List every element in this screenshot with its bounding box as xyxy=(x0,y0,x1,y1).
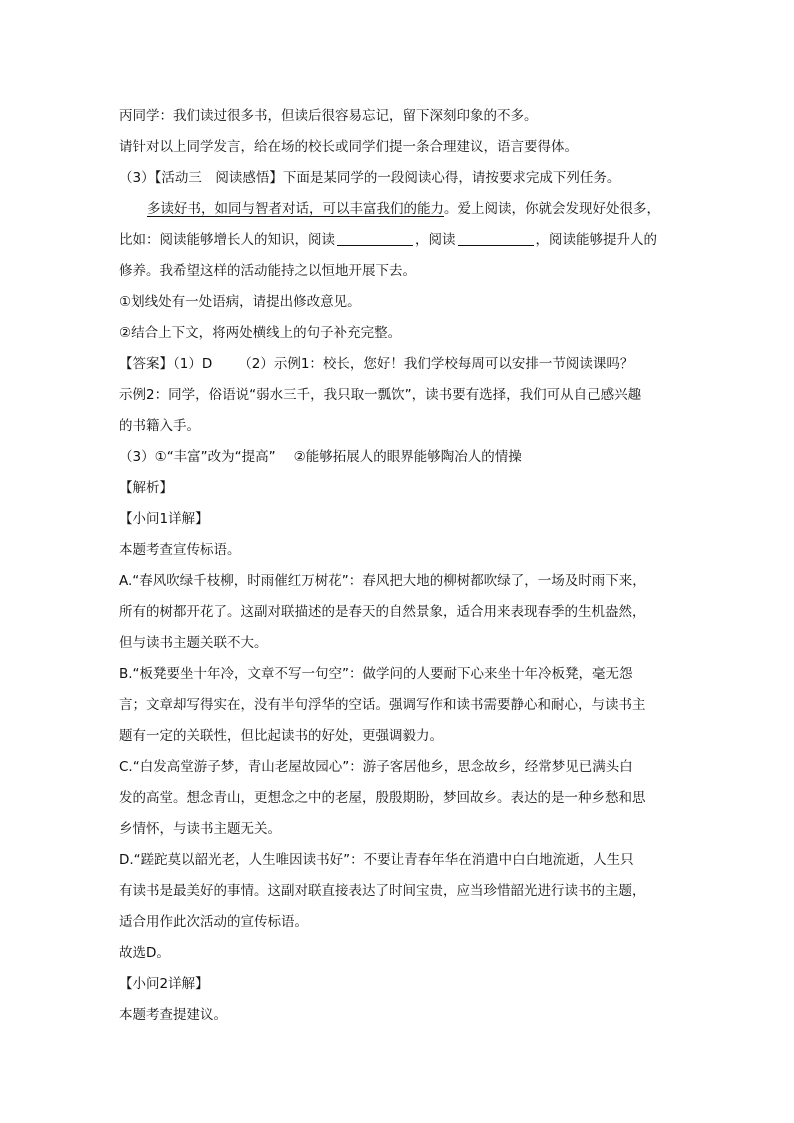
document-body xyxy=(119,101,675,1031)
text-line: 的书籍入手。 xyxy=(119,418,200,434)
task-item-1: ①划线处有一处语病，请提出修改意见。 xyxy=(119,294,361,310)
text-line: 题有一定的关联性，但比起读书的好处，更强调毅力。 xyxy=(119,728,443,744)
text-span: （3）①“丰富”改为“提高” xyxy=(119,449,276,465)
option-b-line: B.“板凳要坐十年冷，文章不写一句空”：做学问的人要耐下心来坐十年冷板凳，毫无怨 xyxy=(119,666,633,682)
text-line: 适合用作此次活动的宣传标语。 xyxy=(119,914,308,930)
text-line: 有读书是最美好的事情。这副对联直接表达了时间宝贵，应当珍惜韶光进行读书的主题， xyxy=(119,883,646,899)
text-line: 丙同学：我们读过很多书，但读后很容易忘记，留下深刻印象的不多。 xyxy=(119,108,538,124)
answer-part-3 xyxy=(119,442,675,473)
fill-blank-1 xyxy=(337,231,413,246)
fill-blank-2 xyxy=(458,231,534,246)
answer-part-1: 【答案】（1）D xyxy=(119,356,213,372)
text-line: 发的高堂。想念青山，更想念之中的老屋，殷殷期盼，梦回故乡。表达的是一种乡愁和思 xyxy=(119,790,646,806)
option-c-line: C.“白发高堂游子梦，青山老屋故园心”：游子客居他乡，思念故乡，经常梦见已满头白 xyxy=(119,759,633,775)
task-item-2: ②结合上下文，将两处横线上的句子补充完整。 xyxy=(119,325,402,341)
text-span: ，阅读能够提升人的 xyxy=(535,232,657,248)
subquestion-1-heading: 【小问1详解】 xyxy=(119,511,209,527)
analysis-heading: 【解析】 xyxy=(119,480,173,496)
text-span: 比如：阅读能够增长人的知识，阅读 xyxy=(119,232,335,248)
text-line: 本题考查宣传标语。 xyxy=(119,542,241,558)
conclusion-line: 故选D。 xyxy=(119,945,170,961)
text-line: 言；文章却写得实在，没有半句浮华的空话。强调写作和读书需要静心和耐心，与读书主 xyxy=(119,697,646,713)
option-d-line: D.“蹉跎莫以韶光老，人生唯因读书好”：不要让青春年华在消遣中白白地流逝，人生只 xyxy=(119,852,634,868)
reading-passage-line xyxy=(119,225,675,256)
text-line: 乡情怀，与读书主题无关。 xyxy=(119,821,281,837)
activity-three-heading: （3）【活动三 阅读感悟】下面是某同学的一段阅读心得，请按要求完成下列任务。 xyxy=(119,170,621,186)
reading-passage-line: 修养。我希望这样的活动能持之以恒地开展下去。 xyxy=(119,263,416,279)
underlined-sentence: 多读好书，如同与智者对话，可以丰富我们的能力 xyxy=(147,201,444,217)
answer-line xyxy=(119,349,675,380)
text-line: 所有的树都开花了。这副对联描述的是春天的自然景象，适合用来表现春季的生机盎然， xyxy=(119,604,646,620)
reading-passage-line xyxy=(119,194,675,225)
answer-part-2: （2）示例1：校长，您好！我们学校每周可以安排一节阅读课吗？ xyxy=(238,356,634,372)
text-line: 示例2：同学，俗语说“弱水三千，我只取一瓢饮”，读书要有选择，我们可从自己感兴趣 xyxy=(119,387,642,403)
option-a-line: A.“春风吹绿千枝柳，时雨催红万树花”：春风把大地的柳树都吹绿了，一场及时雨下来， xyxy=(119,573,646,589)
text-line: 请针对以上同学发言，给在场的校长或同学们提一条合理建议，语言要得体。 xyxy=(119,139,578,155)
text-line: 本题考查提建议。 xyxy=(119,1007,227,1023)
text-line: 但与读书主题关联不大。 xyxy=(119,635,268,651)
text-span: ②能够拓展人的眼界能够陶冶人的情操 xyxy=(293,449,522,465)
text-span: 。爱上阅读，你就会发现好处很多， xyxy=(444,201,660,217)
subquestion-2-heading: 【小问2详解】 xyxy=(119,976,209,992)
text-span: ，阅读 xyxy=(415,232,456,248)
